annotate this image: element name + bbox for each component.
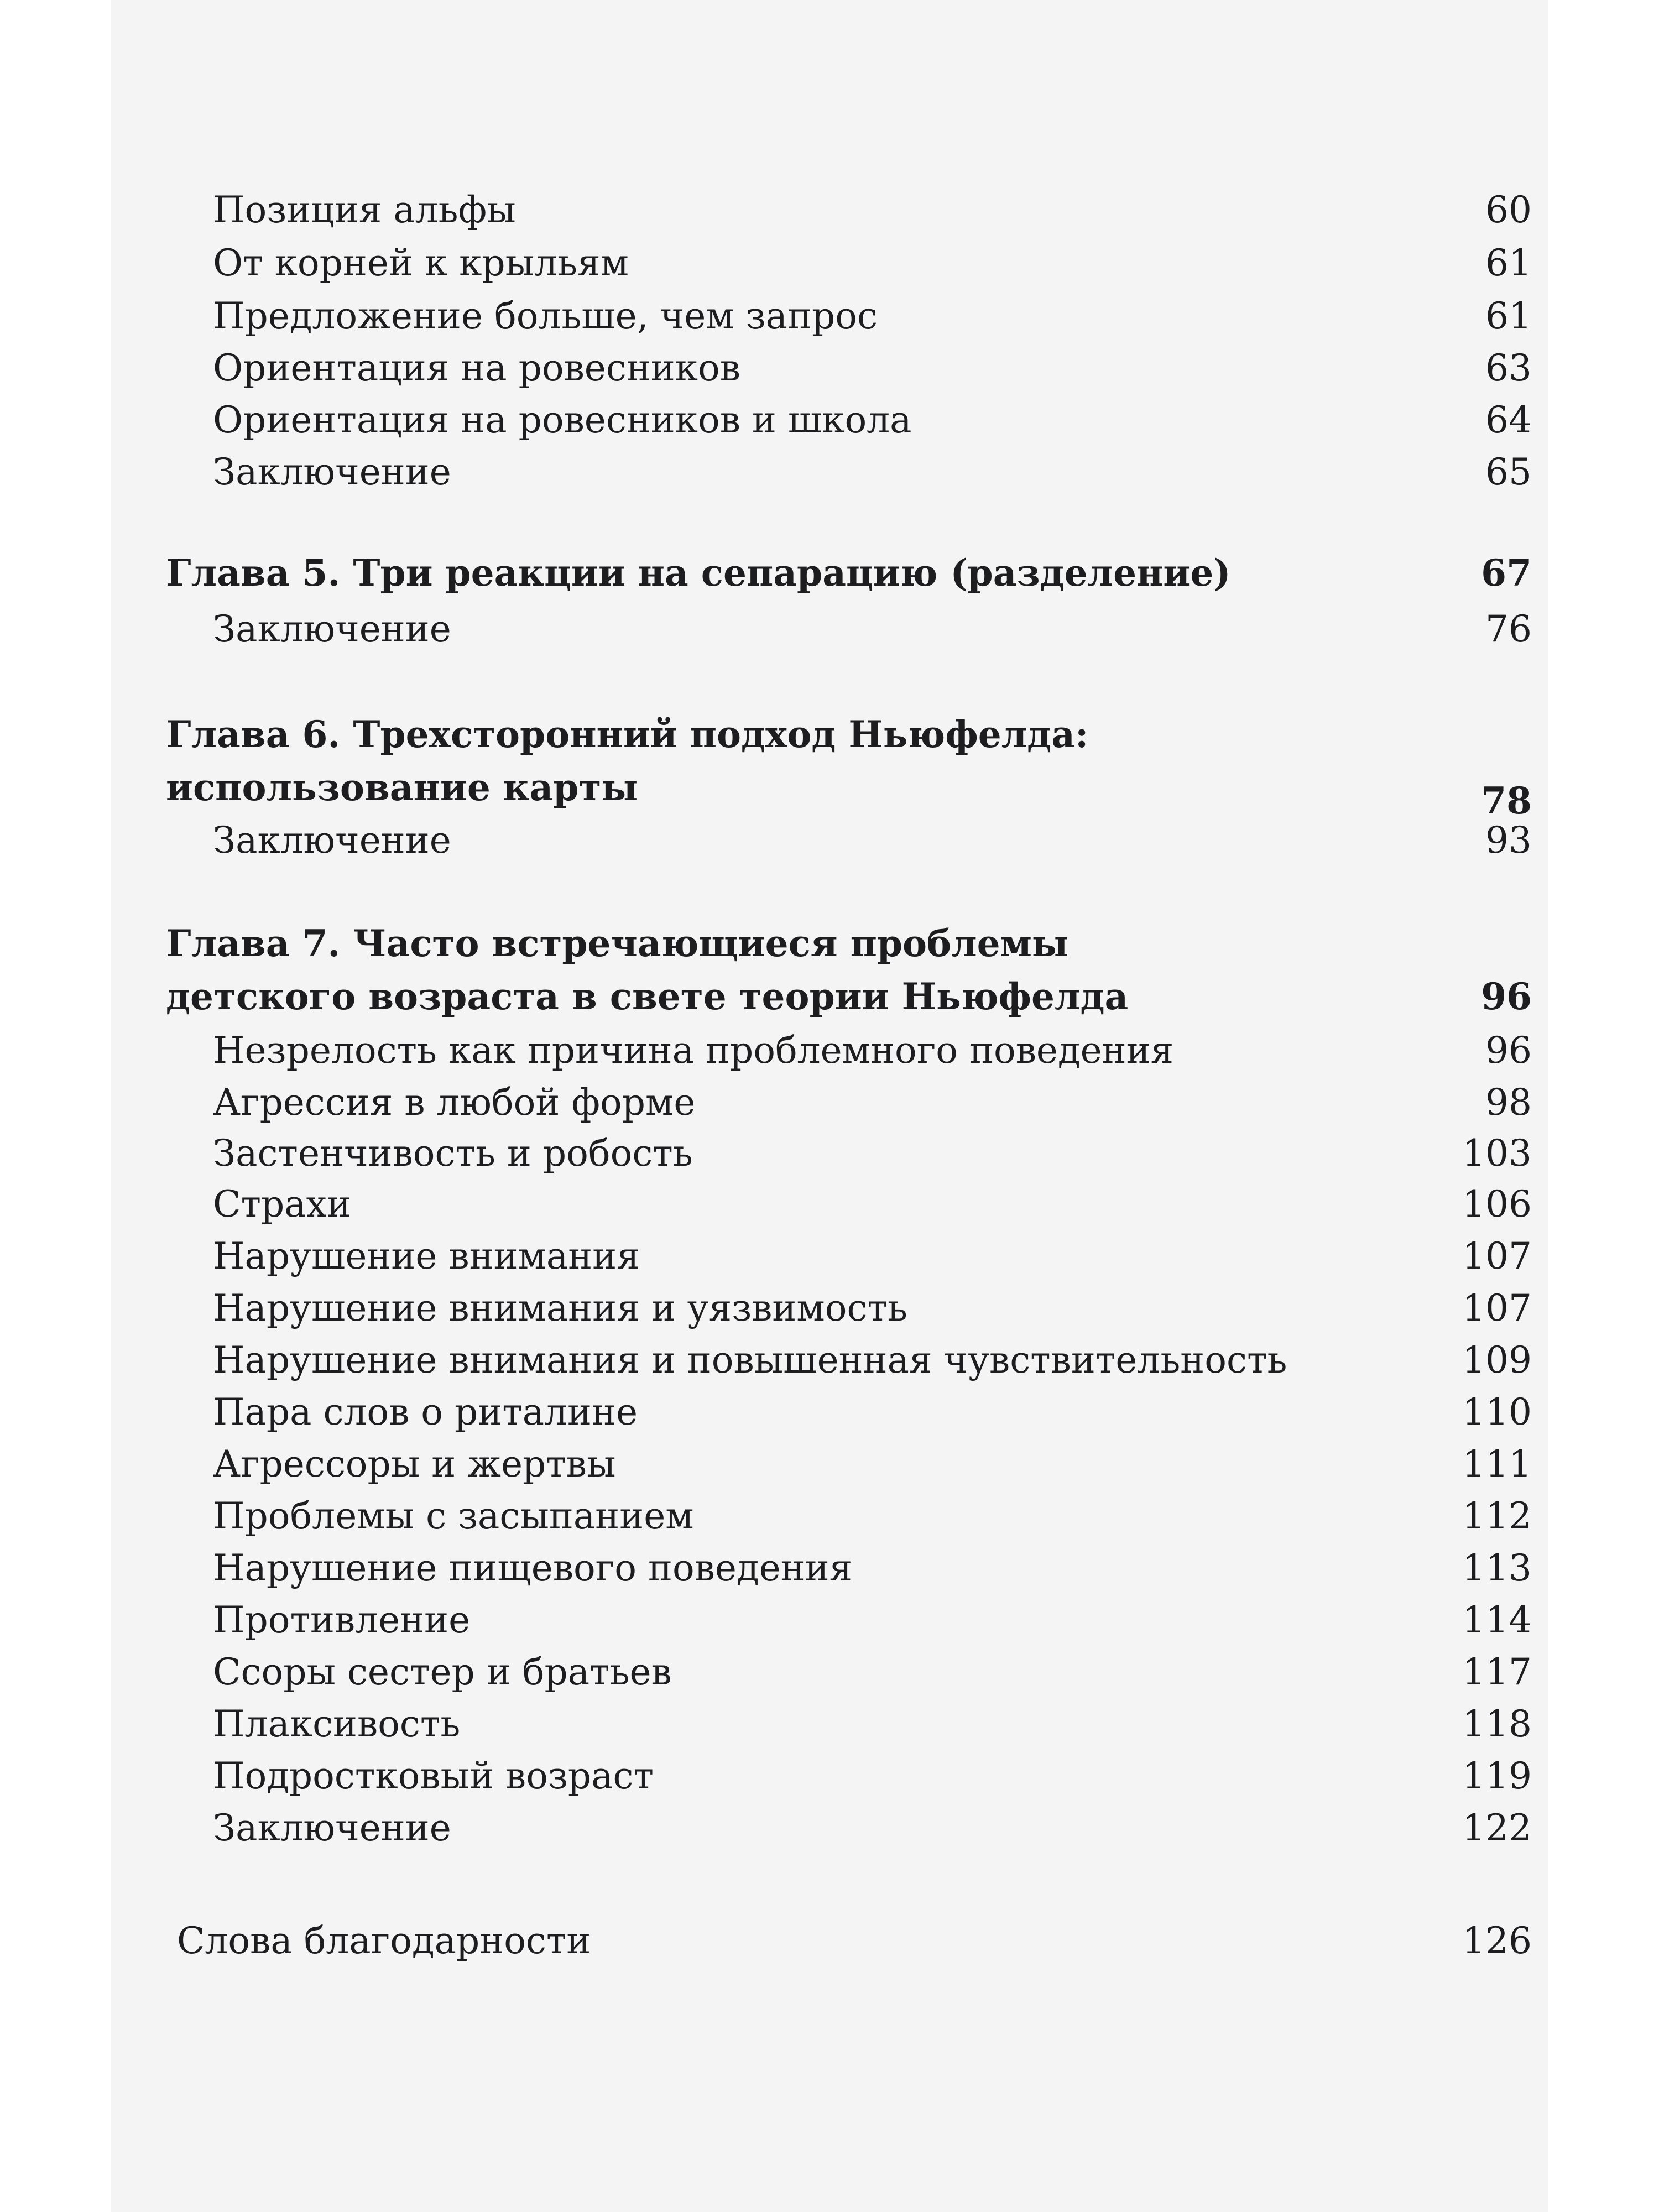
toc-entry-label: Проблемы с засыпанием (213, 1495, 694, 1537)
toc-entry-label: Позиция альфы (213, 189, 516, 231)
toc-entry-page: 111 (1462, 1443, 1532, 1485)
chapter-heading (166, 709, 1532, 822)
toc-entry-page: 106 (1462, 1183, 1532, 1225)
toc-entry-page: 61 (1485, 295, 1532, 337)
toc-entry (213, 1128, 1532, 1179)
toc-entry-page: 60 (1485, 189, 1532, 231)
toc-entry-label: Агрессоры и жертвы (213, 1443, 616, 1485)
toc-entry (213, 1335, 1532, 1386)
toc-entry-page: 103 (1462, 1132, 1532, 1175)
toc-entry (213, 185, 1532, 236)
toc-entry (213, 815, 1532, 866)
toc-entry-page: 113 (1462, 1547, 1532, 1589)
toc-entry-label: Противление (213, 1599, 471, 1641)
toc-entry (213, 1077, 1532, 1128)
toc-entry-label: Ссоры сестер и братьев (213, 1651, 672, 1693)
toc-entry-label: Незрелость как причина проблемного поведения (213, 1029, 1174, 1072)
chapter-title-line: Глава 6. Трехсторонний подход Ньюфелда: (166, 713, 1089, 756)
toc-entry-page: 109 (1462, 1339, 1532, 1381)
toc-entry-label: Агрессия в любой форме (213, 1081, 696, 1124)
toc-entry-page: 117 (1462, 1651, 1532, 1693)
toc-entry-label: Нарушение внимания (213, 1235, 640, 1277)
toc-entry-page: 122 (1462, 1807, 1532, 1849)
toc-entry-page: 93 (1485, 819, 1532, 862)
toc-entry (213, 1595, 1532, 1646)
toc-entry (213, 1231, 1532, 1282)
toc-entry-page: 76 (1485, 608, 1532, 650)
toc-entry (213, 1387, 1532, 1438)
toc-entry-page: 114 (1462, 1599, 1532, 1641)
toc-entry-label: Застенчивость и робость (213, 1132, 693, 1175)
toc-entry-label: Страхи (213, 1183, 351, 1225)
toc-entry-label: Заключение (213, 819, 451, 862)
toc-entry (213, 1283, 1532, 1334)
toc-entry (213, 1491, 1532, 1542)
toc-entry-label: Подростковый возраст (213, 1755, 654, 1797)
toc-entry-label: Заключение (213, 451, 451, 493)
toc-entry (213, 1803, 1532, 1854)
toc-entry (213, 604, 1532, 655)
toc-entry (213, 447, 1532, 498)
chapter-title-line: использование карты (166, 766, 638, 809)
toc-entry-page: 118 (1462, 1703, 1532, 1745)
chapter-title-line: детского возраста в свете теории Ньюфелда (166, 975, 1129, 1018)
toc-entry (213, 1647, 1532, 1698)
toc-entry-page: 126 (1462, 1919, 1532, 1962)
toc-entry-label: Заключение (213, 608, 451, 650)
toc-entry (213, 343, 1532, 394)
toc-entry-label: Заключение (213, 1807, 451, 1849)
toc-entry (213, 395, 1532, 446)
toc-entry-page: 65 (1485, 451, 1532, 493)
toc-entry (213, 238, 1532, 289)
toc-entry-label: Предложение больше, чем запрос (213, 295, 878, 337)
chapter-title: Глава 5. Три реакции на сепарацию (разделение) (166, 551, 1231, 594)
toc-entry-page: 119 (1462, 1755, 1532, 1797)
toc-entry-label: Плаксивость (213, 1703, 461, 1745)
toc-entry-label: Слова благодарности (177, 1919, 591, 1962)
toc-entry (213, 1751, 1532, 1802)
toc-entry-page: 107 (1462, 1235, 1532, 1277)
toc-entry-label: От корней к крыльям (213, 242, 629, 284)
toc-entry (213, 291, 1532, 342)
toc-entry-label: Нарушение внимания и повышенная чувствительность (213, 1339, 1287, 1381)
toc-entry-page: 98 (1485, 1081, 1532, 1124)
toc-entry-page: 107 (1462, 1287, 1532, 1329)
toc-entry (213, 1179, 1532, 1230)
toc-entry-page: 64 (1485, 399, 1532, 441)
book-page (111, 0, 1548, 2212)
chapter-heading (166, 918, 1532, 1023)
chapter-page: 67 (1481, 551, 1532, 594)
toc-entry-label: Нарушение внимания и уязвимость (213, 1287, 907, 1329)
toc-entry-page: 110 (1462, 1391, 1532, 1433)
toc-entry-label: Нарушение пищевого поведения (213, 1547, 853, 1589)
chapter-page: 78 (1481, 779, 1532, 822)
toc-entry-page: 63 (1485, 347, 1532, 389)
chapter-title-line: Глава 7. Часто встречающиеся проблемы (166, 922, 1069, 965)
toc-entry (213, 1543, 1532, 1594)
toc-entry (213, 1025, 1532, 1076)
toc-entry-label: Ориентация на ровесников (213, 347, 740, 389)
toc-entry (213, 1439, 1532, 1490)
toc-entry-label: Пара слов о риталине (213, 1391, 638, 1433)
toc-entry-label: Ориентация на ровесников и школа (213, 399, 912, 441)
toc-entry (213, 1699, 1532, 1750)
toc-entry-acknowledgements (177, 1916, 1532, 1966)
toc-entry-page: 61 (1485, 242, 1532, 284)
toc-entry-page: 112 (1462, 1495, 1532, 1537)
chapter-page: 96 (1481, 975, 1532, 1018)
chapter-heading (166, 547, 1532, 598)
toc-entry-page: 96 (1485, 1029, 1532, 1072)
